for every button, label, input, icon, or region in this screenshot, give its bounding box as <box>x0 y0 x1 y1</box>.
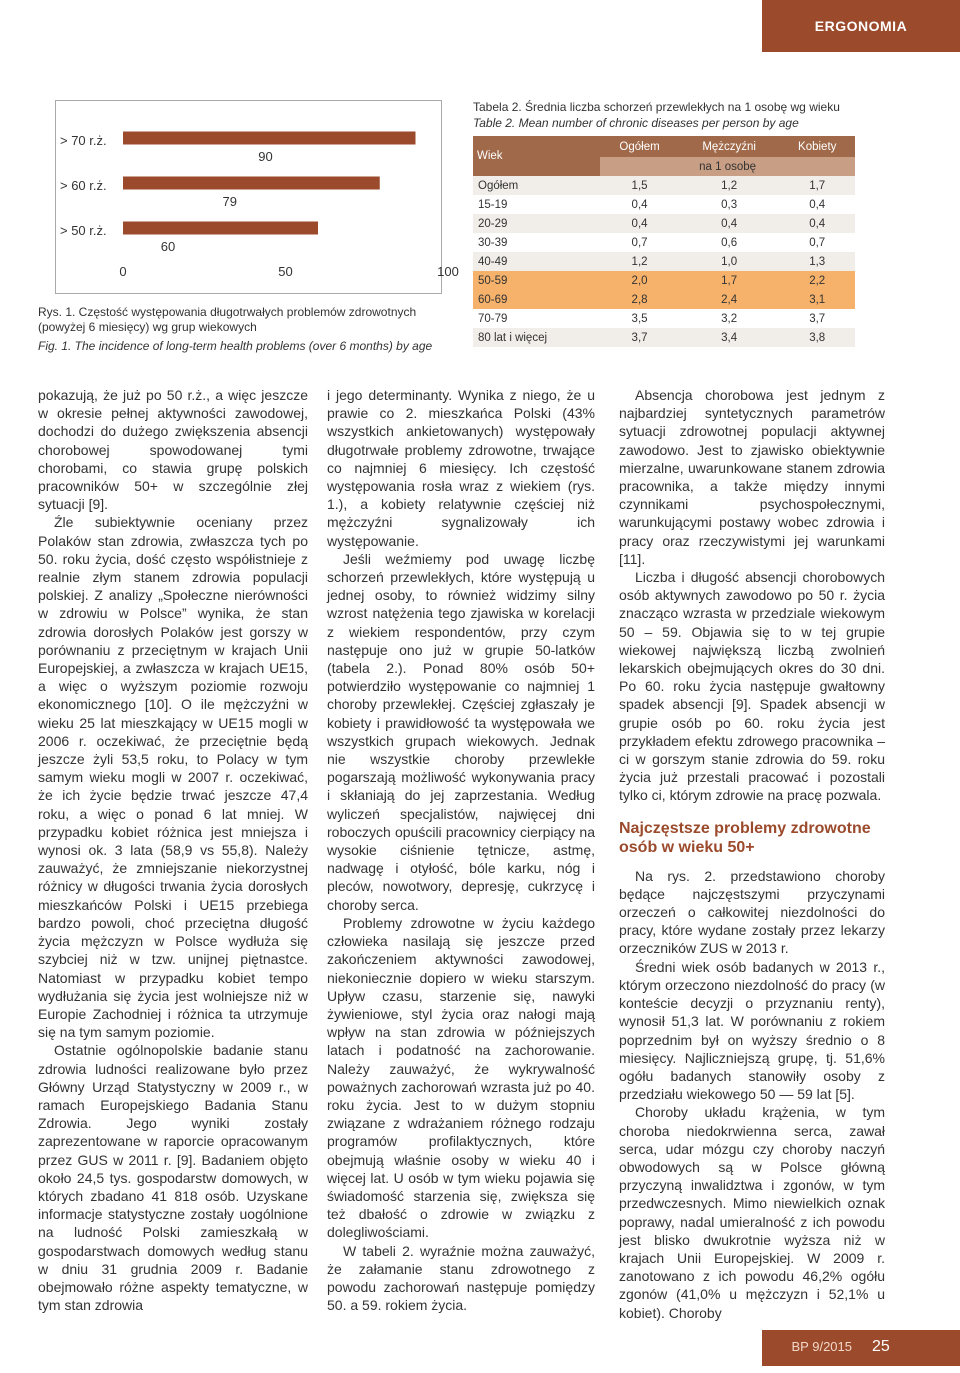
age-cell: 50-59 <box>473 271 600 290</box>
figure-caption <box>38 305 453 354</box>
paragraph: Problemy zdrowotne w życiu każdego człowieka nasilają się jeszcze przed zakończeniem aktywności zawodowej, niekoniecznie dopiero w wieku starszym. Upływ czasu, starzenie się, nawyki żywieniowe, styl życia oraz nałogi mają wpływ na stan zdrowia w późniejszych latach i podatność na zachorowanie. Należy zauważyć, że wykrywalność poważnych zachorowań wzrasta już po 40. roku życia. Jest to w dużym stopniu związane z wdrażaniem różnego rodzaju programów profilaktycznych, które obejmują właśnie osoby w wieku 40 i więcej lat. U osób w tym wieku pojawia się świadomość starzenia się, zwiększa się też dbałość o zdrowie w związku z dolegliwościami. <box>327 914 595 1241</box>
value-cell: 0,4 <box>679 214 780 233</box>
paragraph: Liczba i długość absencji chorobowych osób aktywnych zawodowo po 50 r. życia znacząco wzrasta w przedziale wiekowym 50 – 59. Objawia się to w tej grupie wiekowej największą liczbą zwolnień lekarskich obejmujących okres do 30 dni. Po 60. roku życia następuje gwałtowny spadek absencji [9]. Spadek absencji w grupie osób po 60. roku życia jest przykładem efektu zdrowego pracownika – ci w gorszym stanie zdrowia do 59. roku życia już przestali pracować i pozostali tylko ci, którym zdrowie na pracę pozwala. <box>619 569 885 804</box>
chart-frame <box>55 100 459 294</box>
table-row <box>473 252 855 271</box>
table-row <box>473 271 855 290</box>
value-cell: 2,0 <box>600 271 679 290</box>
paragraph: Średni wiek osób badanych w 2013 r., którym orzeczono niezdolność do pracy (w konteście decyzji o przyznaniu renty), wynosił 51,3 lat. W porównaniu z rokiem poprzednim był on wyższy średnio o 8 miesięcy. Najliczniejszą grupę, tj. 51,6% ogółu badanych stanowiły osoby z przedziału wiekowego 50 — 59 lat [5]. <box>619 958 885 1103</box>
paragraph: Ostatnie ogólnopolskie badanie stanu zdrowia ludności realizowane było przez Główny Urząd Statystyczny w 2009 r., w ramach Europejskiego Badania Stanu Zdrowia. Jego wyniki zostały zaprezentowane w raporcie opracowanym przez GUS w 2011 r. [9]. Badaniem objęto około 24,5 tys. gospodarstw domowych, w których zbadano 41 818 osób. Uzyskane informacje statystyczne zostały uogólnione na ludność Polski zamieszkałą w gospodarstwach domowych według stanu w dniu 31 grudnia 2009 r. Badanie obejmowało różne aspekty tematyczne, w tym stan zdrowia <box>38 1042 308 1314</box>
col-header-men: Mężczyźni <box>679 136 780 157</box>
age-cell: 15-19 <box>473 195 600 214</box>
age-cell: 40-49 <box>473 252 600 271</box>
value-cell: 3,2 <box>679 309 780 328</box>
value-cell: 3,7 <box>779 309 855 328</box>
value-cell: 3,4 <box>679 328 780 347</box>
table-caption-en: Table 2. Mean number of chronic diseases per person by age <box>473 116 799 130</box>
x-tick-label: 100 <box>437 264 459 279</box>
table-row <box>473 290 855 309</box>
paragraph: Na rys. 2. przedstawiono choroby będące najczęstszymi przyczynami orzeczeń o całkowitej niezdolności do pracy, które wydane zostały przez lekarzy orzeczników ZUS w 2013 r. <box>619 867 885 957</box>
table-row <box>473 328 855 347</box>
chronic-diseases-table <box>473 136 855 347</box>
value-cell: 0,3 <box>679 195 780 214</box>
value-cell: 0,7 <box>779 233 855 252</box>
age-cell: Ogółem <box>473 176 600 195</box>
section-tag: ERGONOMIA <box>762 0 960 52</box>
bar <box>123 222 318 235</box>
bar <box>123 132 416 145</box>
value-cell: 1,2 <box>679 176 780 195</box>
age-cell: 30-39 <box>473 233 600 252</box>
paragraph: i jego determinanty. Wynika z niego, że u prawie co 2. mieszkańca Polski (43% wszystkich ankietowanych) występowały długotrwałe problemy zdrowotne, trwające co najmniej 6 miesięcy. Ich częstość występowania rosła wraz z wiekiem (rys. 1.), a kobiety relatywnie częściej niż mężczyźni sygnalizowały ich występowanie. <box>327 387 595 549</box>
value-cell: 0,4 <box>600 214 679 233</box>
age-cell: 80 lat i więcej <box>473 328 600 347</box>
paragraph: Źle subiektywnie oceniany przez Polaków stan zdrowia, zwłaszcza tych po 50. roku życia, dość często współistnieje z realnie złym stanem zdrowia populacji polskiej. Z analizy „Społeczne nierówności w zdrowiu w Polsce” wynika, że stan zdrowia dorosłych Polaków jest gorszy w porównaniu z przeciętnym w krajach Unii Europejskiej, a zwłaszcza w krajach UE15, a więc o wyższym poziomie rozwoju ekonomicznego [10]. O ile mężczyźni w wieku 25 lat mieszkający w UE15 mogli w 2006 r. oczekiwać, że przeciętnie będą jeszcze żyli 53,5 roku, to Polacy w tym samym wieku mogli w 2007 r. oczekiwać, że ich życie będzie trwać jeszcze 47,4 roku, a więc o ponad 6 lat mniej. W przypadku kobiet różnica jest mniejsza i wynosi ok. 3 lata (58,9 vs 55,8). Należy zauważyć, że zmniejszanie niekorzystnej różnicy w długości trwania życia dorosłych mieszkańców Polski i UE15 przebiega bardzo powoli, choć przeciętna długość życia mężczyzn w Polsce wydłuża się szybciej niż w tzw. unijnej piętnastce. Natomiast w przypadku kobiet tempo wydłużania się życia jest wolniejsze niż w Europie Zachodniej i różnica ta utrzymuje się na tym samym poziomie. <box>38 514 308 1041</box>
figure-caption-en: Fig. 1. The incidence of long-term health problems (over 6 months) by age <box>38 339 433 353</box>
value-cell: 3,8 <box>779 328 855 347</box>
value-cell: 0,4 <box>779 195 855 214</box>
top-bar <box>0 0 960 52</box>
table-caption-pl: Tabela 2. Średnia liczba schorzeń przewlekłych na 1 osobę wg wieku <box>473 100 840 114</box>
figure-caption-pl: Rys. 1. Częstość występowania długotrwałych problemów zdrowotnych (powyżej 6 miesięcy) wg grup wiekowych <box>38 305 417 334</box>
issue-label: BP 9/2015 <box>791 1339 852 1354</box>
footer <box>0 1330 960 1366</box>
table-row <box>473 309 855 328</box>
paragraph: Jeśli weźmiemy pod uwagę liczbę schorzeń przewlekłych, które występują u jednej osoby, to również widzimy silny wzrost natężenia tego zjawiska w korelacji z wiekiem respondentów, przy czym następuje ono już w grupie 50-latków (tabela 2.). Ponad 80% osób 50+ potwierdziło występowanie co najmniej 1 choroby przewlekłej. Częściej zgłaszały je kobiety i prawidłowość ta występowała we wszystkich grupach wiekowych. Jednak nie wszystkie choroby przewlekłe pogarszają możliwość wykonywania pracy i skłaniają do jej zaprzestania. Według wyliczeń specjalistów, najwięcej dni roboczych opuścili pracownicy cierpiący na wysokie ciśnienie tętnicze, astmę, nadwagę i otyłość, bóle karku, nóg i pleców, nowotwory, depresję, cukrzycę i choroby serca. <box>327 550 595 913</box>
age-cell: 60-69 <box>473 290 600 309</box>
value-cell: 3,1 <box>779 290 855 309</box>
data-label: 79 <box>222 194 237 209</box>
value-cell: 1,5 <box>600 176 679 195</box>
page-number: 25 <box>872 1338 890 1355</box>
col-header-age: Wiek <box>473 136 600 176</box>
value-cell: 1,3 <box>779 252 855 271</box>
data-label: 90 <box>258 149 273 164</box>
table-row <box>473 195 855 214</box>
text-column-1 <box>38 386 308 1314</box>
paragraph: W tabeli 2. wyraźnie można zauważyć, że załamanie stanu zdrowotnego z powodu zachorowań następuje pomiędzy 50. a 59. rokiem życia. <box>327 1242 595 1314</box>
table-row <box>473 176 855 195</box>
category-label: > 60 r.ż. <box>60 178 107 193</box>
paragraph: Choroby układu krążenia, w tym choroba niedokrwienna serca, zawał serca, udar mózgu czy choroby naczyń obwodowych są w Polsce główną przyczyną inwalidztwa i zgonów, w tym przedwczesnych. Mimo niewielkich oznak poprawy, nadal umieralność z ich powodu jest blisko dwukrotnie wyższa niż w krajach Unii Europejskiej. W 2009 r. zanotowano z ich powodu 46,2% ogółu zgonów (41,0% u mężczyzn i 52,1% u kobiet). Choroby <box>619 1104 885 1321</box>
category-label: > 70 r.ż. <box>60 133 107 148</box>
value-cell: 1,2 <box>600 252 679 271</box>
paragraph: Absencja chorobowa jest jednym z najbardziej syntetycznych parametrów sytuacji zdrowotnej populacji aktywnej zawodowo. Jest to zjawisko obiektywnie mierzalne, uwarunkowane stanem zdrowia pracownika, a także między innymi czynnikami psychospołecznymi, warunkującymi postawy wobec zdrowia i pracy oraz rzeczywistymi jej warunkami [11]. <box>619 387 885 567</box>
value-cell: 0,7 <box>600 233 679 252</box>
bar <box>123 177 380 190</box>
value-cell: 2,2 <box>779 271 855 290</box>
x-tick-label: 50 <box>278 264 293 279</box>
col-header-total: Ogółem <box>600 136 679 157</box>
category-label: > 50 r.ż. <box>60 223 107 238</box>
value-cell: 3,5 <box>600 309 679 328</box>
value-cell: 1,7 <box>779 176 855 195</box>
value-cell: 3,7 <box>600 328 679 347</box>
value-cell: 1,0 <box>679 252 780 271</box>
section-heading: Najczęstsze problemy zdrowotne osób w wieku 50+ <box>619 819 871 856</box>
value-cell: 2,8 <box>600 290 679 309</box>
text-column-3 <box>619 386 885 1322</box>
table-caption <box>473 99 840 131</box>
table-row <box>473 233 855 252</box>
paragraph: pokazują, że już po 50 r.ż., a więc jeszcze w okresie pełnej aktywności zawodowej, dochodzi do dużego zwiększenia absencji chorobowej spowodowanej tymi chorobami, co stawia grupę polskich pracowników 50+ w szczególnie złej sytuacji [9]. <box>38 387 308 513</box>
age-bar-chart <box>56 101 459 293</box>
value-cell: 0,6 <box>679 233 780 252</box>
value-cell: 0,4 <box>600 195 679 214</box>
value-cell: 2,4 <box>679 290 780 309</box>
value-cell: 1,7 <box>679 271 780 290</box>
age-cell: 20-29 <box>473 214 600 233</box>
data-label: 60 <box>160 239 176 254</box>
col-header-women: Kobiety <box>779 136 855 157</box>
x-tick-label: 0 <box>119 264 127 279</box>
footer-tag <box>762 1330 960 1366</box>
table-row <box>473 214 855 233</box>
age-cell: 70-79 <box>473 309 600 328</box>
col-subheader: na 1 osobę <box>600 157 855 176</box>
value-cell: 0,4 <box>779 214 855 233</box>
text-column-2 <box>327 386 595 1314</box>
